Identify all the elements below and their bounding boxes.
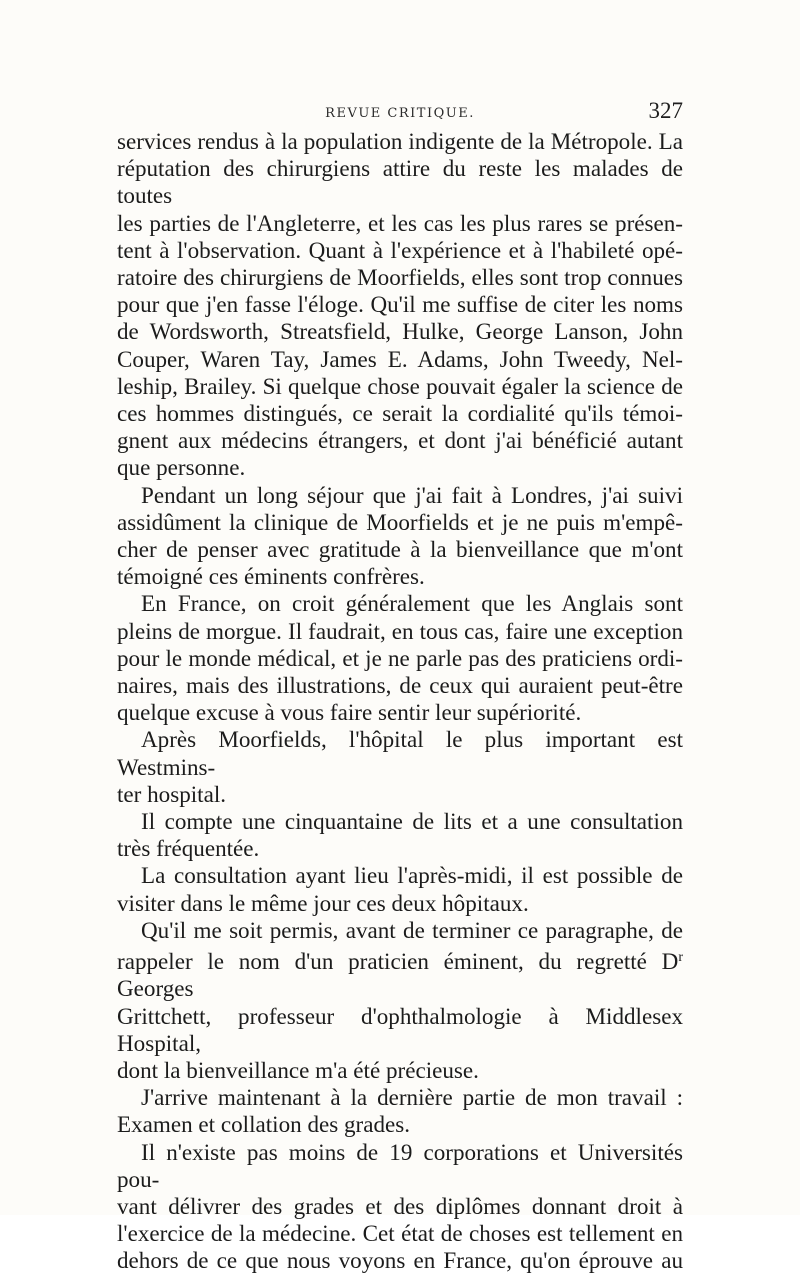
text-line: cher de penser avec gratitude à la bienveillance que m'ont (117, 536, 683, 563)
page-header (117, 98, 683, 128)
text-line: pleins de morgue. Il faudrait, en tous cas, faire une exception (117, 617, 683, 644)
paragraph (117, 482, 683, 591)
text-line: les parties de l'Angleterre, et les cas les plus rares se présen- (117, 209, 683, 236)
text-line: Couper, Waren Tay, James E. Adams, John Tweedy, Nel- (117, 345, 683, 372)
text-line: Examen et collation des grades. (117, 1111, 411, 1138)
text-line: témoigné ces éminents confrères. (117, 563, 425, 590)
text-line (117, 944, 683, 1002)
paragraph (117, 590, 683, 726)
text-line: Il n'existe pas moins de 19 corporations et Universités pou- (117, 1138, 683, 1192)
text-line: services rendus à la population indigente de la Métropole. La (117, 128, 683, 154)
page-number: 327 (648, 98, 683, 123)
paragraph (117, 1084, 683, 1138)
paragraph (117, 917, 683, 1084)
text-line: pour le monde médical, et je ne parle pas des praticiens ordi- (117, 644, 683, 671)
text-line: leship, Brailey. Si quelque chose pouvait égaler la science de (117, 372, 683, 399)
body-text (117, 128, 683, 1275)
paragraph (117, 1139, 683, 1275)
text-line: J'arrive maintenant à la dernière partie de mon travail : (141, 1084, 683, 1111)
running-title: REVUE CRITIQUE. (325, 106, 475, 121)
paragraph (117, 808, 683, 862)
text-line: dehors de ce que nous voyons en France, qu'on éprouve au (117, 1247, 683, 1274)
text-line: gnent aux médecins étrangers, et dont j'ai bénéficié autant (117, 427, 683, 454)
text-line: La consultation ayant lieu l'après-midi, il est possible de (141, 862, 683, 889)
text-line: En France, on croit généralement que les Anglais sont (141, 590, 683, 617)
text-line: quelque excuse à vous faire sentir leur supériorité. (117, 699, 582, 726)
text-line: très fréquentée. (117, 835, 260, 862)
text-line: Grittchett, professeur d'ophthalmologie à Middlesex Hospital, (117, 1002, 683, 1056)
text-line: vant délivrer des grades et des diplômes donnant droit à (117, 1192, 683, 1219)
text-line: naires, mais des illustrations, de ceux qui auraient peut-être (117, 672, 683, 699)
superscript-marker: r (678, 950, 683, 966)
text-line: Qu'il me soit permis, avant de terminer ce paragraphe, de (141, 916, 683, 943)
text-line: l'exercice de la médecine. Cet état de choses est tellement en (117, 1220, 683, 1247)
text-line-segment: rappeler le nom d'un praticien éminent, du regretté D (117, 948, 679, 975)
text-line: ces hommes distingués, ce serait la cordialité qu'ils témoi- (117, 400, 683, 427)
text-line: pour que j'en fasse l'éloge. Qu'il me suffise de citer les noms (117, 291, 683, 318)
text-line: visiter dans le même jour ces deux hôpitaux. (117, 889, 529, 916)
text-line: dont la bienveillance m'a été précieuse. (117, 1056, 479, 1083)
text-line: Il compte une cinquantaine de lits et a une consultation (141, 808, 683, 835)
text-line: assidûment la clinique de Moorfields et je ne puis m'empê- (117, 508, 683, 535)
paragraph (117, 862, 683, 916)
text-line: ratoire des chirurgiens de Moorfields, elles sont trop connues (117, 264, 683, 291)
text-line: ter hospital. (117, 780, 227, 807)
text-line: Après Moorfields, l'hôpital le plus important est Westmins- (117, 726, 683, 780)
text-line-segment: Georges (117, 975, 194, 1002)
text-line: de Wordsworth, Streatsfield, Hulke, George Lanson, John (117, 318, 683, 345)
text-line: Pendant un long séjour que j'ai fait à Londres, j'ai suivi (141, 481, 683, 508)
text-line: réputation des chirurgiens attire du reste les malades de toutes (117, 155, 683, 209)
paragraph (117, 726, 683, 808)
text-line: tent à l'observation. Quant à l'expérience et à l'habileté opé- (117, 236, 683, 263)
paragraph (117, 128, 683, 482)
text-line: que personne. (117, 454, 246, 481)
